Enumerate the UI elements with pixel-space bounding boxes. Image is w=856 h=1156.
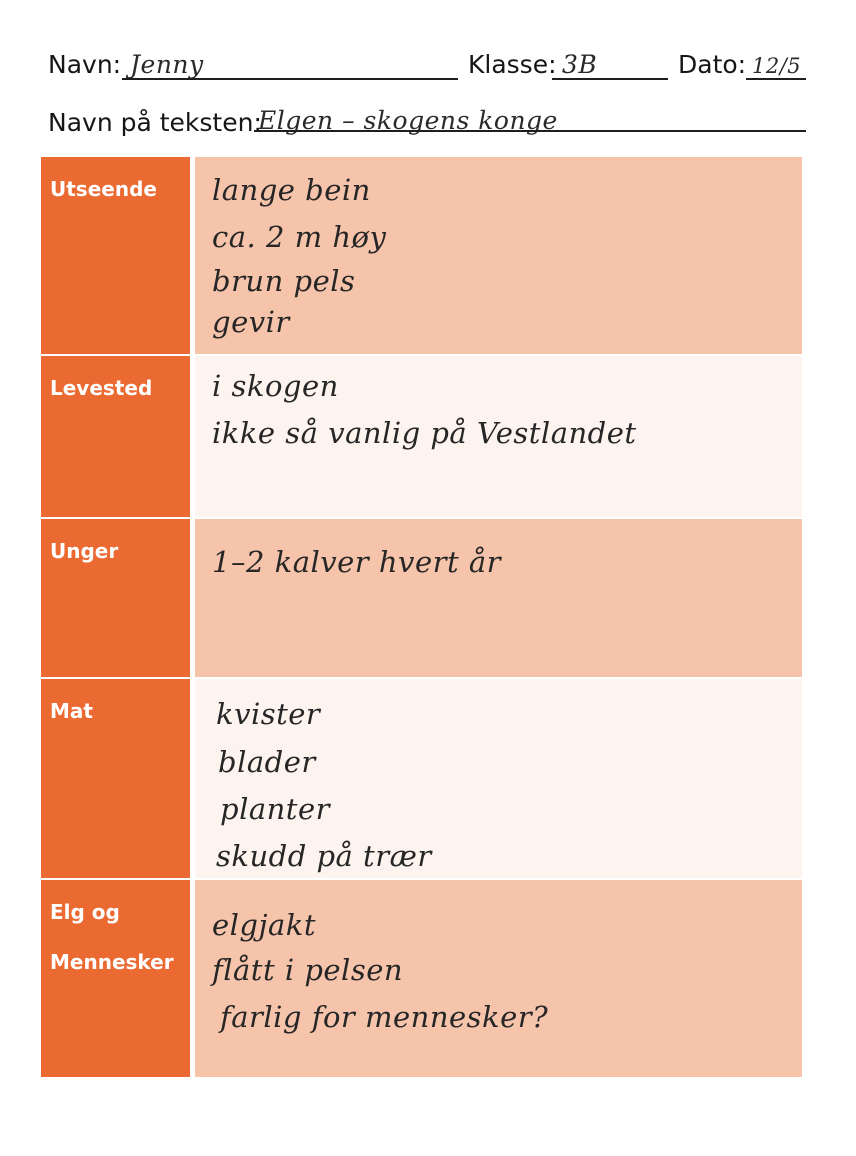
answer-line: flått i pelsen — [212, 953, 404, 987]
row-label-mat — [41, 679, 190, 878]
table-row-levested — [41, 356, 802, 517]
answer-line: lange bein — [212, 173, 371, 207]
row-label-text: Mat — [50, 699, 93, 723]
row-label-text-line-1: Elg og — [50, 900, 120, 924]
row-cell-levested — [195, 356, 802, 517]
row-label-text-line-2: Mennesker — [50, 950, 174, 974]
date-underline — [746, 78, 806, 80]
name-underline — [122, 78, 458, 80]
name-label: Navn: — [48, 50, 122, 79]
text-title-label: Navn på teksten: — [48, 108, 262, 137]
table-row-mat — [41, 679, 802, 878]
table-row-elg-og-mennesker — [41, 880, 802, 1077]
date-label: Dato: — [678, 50, 747, 79]
answer-line: brun pels — [212, 264, 356, 298]
answer-line: skudd på trær — [216, 839, 432, 873]
row-label-unger — [41, 519, 190, 677]
date-value: 12/5 — [752, 54, 802, 78]
answer-line: ca. 2 m høy — [212, 220, 387, 254]
row-label-elg-og-mennesker — [41, 880, 190, 1077]
class-label: Klasse: — [468, 50, 557, 79]
row-cell-utseende — [195, 157, 802, 354]
answer-line: farlig for mennesker? — [220, 1000, 549, 1034]
answer-line: ikke så vanlig på Vestlandet — [212, 416, 637, 450]
answer-line: blader — [218, 745, 316, 779]
answer-line: 1–2 kalver hvert år — [212, 545, 501, 579]
row-label-utseende — [41, 157, 190, 354]
text-title-value: Elgen – skogens konge — [258, 106, 558, 135]
text-title-underline — [254, 130, 806, 132]
answer-line: gevir — [212, 305, 290, 339]
row-cell-elg-og-mennesker — [195, 880, 802, 1077]
class-underline — [552, 78, 668, 80]
row-label-text: Levested — [50, 376, 153, 400]
answer-line: planter — [220, 792, 330, 826]
row-label-text: Utseende — [50, 177, 157, 201]
table-row-utseende — [41, 157, 802, 354]
name-value: Jenny — [130, 50, 204, 79]
row-label-text: Unger — [50, 539, 119, 563]
answer-line: i skogen — [212, 369, 339, 403]
table-row-unger — [41, 519, 802, 677]
row-cell-mat — [195, 679, 802, 878]
row-label-levested — [41, 356, 190, 517]
answer-line: elgjakt — [212, 908, 317, 942]
answer-line: kvister — [216, 697, 321, 731]
row-cell-unger — [195, 519, 802, 677]
class-value: 3B — [562, 50, 598, 79]
